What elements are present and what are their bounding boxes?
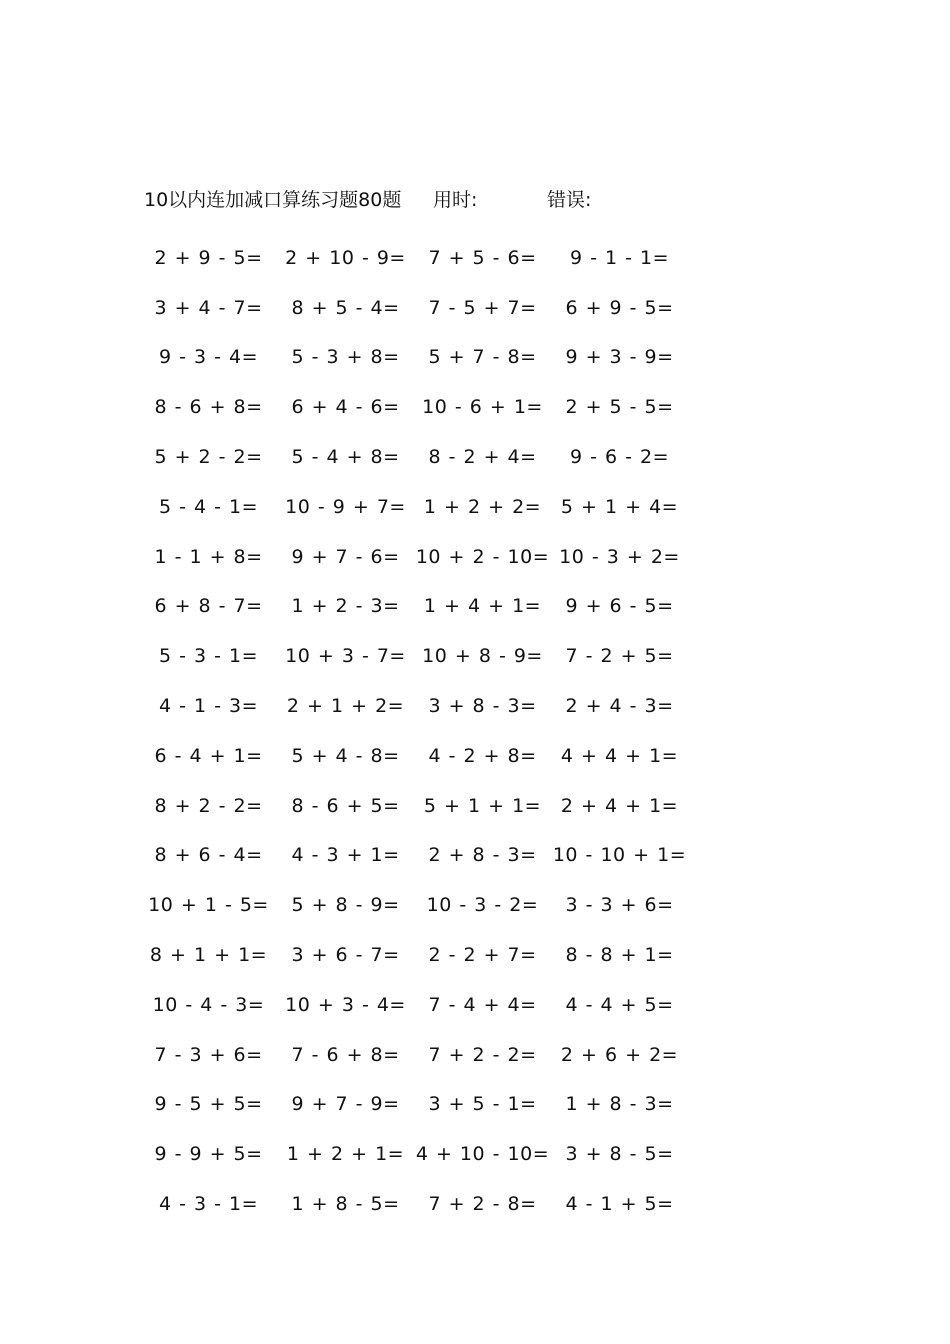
problem-item: 2 + 9 - 5= — [154, 246, 263, 269]
problem-item: 10 + 3 - 4= — [285, 993, 406, 1016]
problem-item: 5 + 1 + 1= — [423, 794, 542, 817]
problem-item: 10 - 10 + 1= — [552, 844, 687, 867]
problem-item: 9 + 6 - 5= — [565, 595, 674, 618]
problem-row — [140, 880, 700, 930]
problem-item: 4 - 4 + 5= — [565, 993, 674, 1016]
problem-item: 4 - 1 + 5= — [565, 1193, 674, 1216]
problem-item: 9 - 1 - 1= — [569, 246, 670, 269]
problem-item: 6 - 4 + 1= — [154, 744, 263, 767]
problem-item: 7 - 4 + 4= — [428, 993, 537, 1016]
problem-row — [140, 1129, 700, 1179]
problem-row — [140, 1080, 700, 1130]
problem-item: 1 + 2 - 3= — [291, 595, 400, 618]
problem-item: 9 + 7 - 9= — [291, 1093, 400, 1116]
problem-item: 8 - 8 + 1= — [565, 944, 674, 967]
problem-row — [140, 582, 700, 632]
problem-item: 3 + 5 - 1= — [428, 1093, 537, 1116]
problem-item: 3 + 8 - 3= — [428, 695, 537, 718]
problem-row — [140, 831, 700, 881]
problem-item: 1 + 2 + 1= — [286, 1143, 405, 1166]
problem-item: 10 + 3 - 7= — [285, 645, 406, 668]
problem-item: 2 + 1 + 2= — [286, 695, 405, 718]
problem-item: 6 + 9 - 5= — [565, 296, 674, 319]
problem-grid — [140, 233, 700, 1229]
problem-item: 9 + 3 - 9= — [565, 346, 674, 369]
problem-item: 8 - 6 + 5= — [291, 794, 400, 817]
problem-row — [140, 980, 700, 1030]
problem-item: 1 - 1 + 8= — [154, 545, 263, 568]
problem-item: 2 + 8 - 3= — [428, 844, 537, 867]
problem-item: 8 + 1 + 1= — [149, 944, 268, 967]
problem-item: 8 + 2 - 2= — [154, 794, 263, 817]
problem-item: 5 - 3 - 1= — [158, 645, 259, 668]
problem-row — [140, 233, 700, 283]
problem-row — [140, 532, 700, 582]
problem-item: 10 - 9 + 7= — [285, 495, 406, 518]
problem-item: 4 - 3 - 1= — [158, 1193, 259, 1216]
problem-item: 1 + 4 + 1= — [423, 595, 542, 618]
problem-item: 2 + 4 + 1= — [560, 794, 679, 817]
problem-row — [140, 631, 700, 681]
worksheet-header — [144, 186, 704, 214]
problem-item: 5 + 7 - 8= — [428, 346, 537, 369]
problem-item: 3 + 4 - 7= — [154, 296, 263, 319]
problem-item: 7 + 2 - 8= — [428, 1193, 537, 1216]
problem-row — [140, 1030, 700, 1080]
problem-row — [140, 283, 700, 333]
problem-row — [140, 731, 700, 781]
problem-item: 4 - 1 - 3= — [158, 695, 259, 718]
problem-item: 5 + 2 - 2= — [154, 446, 263, 469]
problem-item: 7 + 2 - 2= — [428, 1043, 537, 1066]
problem-row — [140, 930, 700, 980]
problem-row — [140, 333, 700, 383]
problem-item: 2 + 5 - 5= — [565, 396, 674, 419]
problem-item: 5 + 4 - 8= — [291, 744, 400, 767]
problem-item: 9 + 7 - 6= — [291, 545, 400, 568]
time-used-label: 用时: — [433, 189, 478, 211]
problem-item: 9 - 6 - 2= — [569, 446, 670, 469]
problem-item: 8 - 2 + 4= — [428, 446, 537, 469]
problem-item: 6 + 8 - 7= — [154, 595, 263, 618]
problem-item: 10 - 4 - 3= — [152, 993, 265, 1016]
problem-item: 2 + 4 - 3= — [565, 695, 674, 718]
problem-item: 10 + 2 - 10= — [415, 545, 550, 568]
errors-label: 错误: — [547, 189, 592, 211]
problem-item: 4 + 10 - 10= — [415, 1143, 550, 1166]
problem-item: 2 + 10 - 9= — [285, 246, 406, 269]
problem-item: 10 - 3 + 2= — [559, 545, 680, 568]
problem-item: 7 - 5 + 7= — [428, 296, 537, 319]
problem-item: 5 + 1 + 4= — [560, 495, 679, 518]
problem-item: 1 + 8 - 5= — [291, 1193, 400, 1216]
problem-item: 3 - 3 + 6= — [565, 894, 674, 917]
problem-item: 9 - 9 + 5= — [154, 1143, 263, 1166]
problem-item: 8 + 6 - 4= — [154, 844, 263, 867]
problem-item: 10 - 3 - 2= — [426, 894, 539, 917]
problem-item: 10 - 6 + 1= — [422, 396, 543, 419]
problem-item: 2 - 2 + 7= — [428, 944, 537, 967]
problem-item: 10 + 8 - 9= — [422, 645, 543, 668]
problem-item: 2 + 6 + 2= — [560, 1043, 679, 1066]
problem-item: 8 - 6 + 8= — [154, 396, 263, 419]
problem-item: 9 - 5 + 5= — [154, 1093, 263, 1116]
problem-item: 5 - 4 - 1= — [158, 495, 259, 518]
problem-row — [140, 482, 700, 532]
problem-item: 4 + 4 + 1= — [560, 744, 679, 767]
problem-item: 6 + 4 - 6= — [291, 396, 400, 419]
problem-item: 7 - 6 + 8= — [291, 1043, 400, 1066]
problem-item: 4 - 3 + 1= — [291, 844, 400, 867]
problem-row — [140, 382, 700, 432]
problem-item: 3 + 8 - 5= — [565, 1143, 674, 1166]
problem-item: 1 + 2 + 2= — [423, 495, 542, 518]
problem-item: 5 - 3 + 8= — [291, 346, 400, 369]
problem-item: 9 - 3 - 4= — [158, 346, 259, 369]
problem-item: 7 + 5 - 6= — [428, 246, 537, 269]
problem-item: 5 + 8 - 9= — [291, 894, 400, 917]
problem-item: 5 - 4 + 8= — [291, 446, 400, 469]
problem-item: 3 + 6 - 7= — [291, 944, 400, 967]
problem-row — [140, 781, 700, 831]
problem-item: 8 + 5 - 4= — [291, 296, 400, 319]
problem-item: 7 - 3 + 6= — [154, 1043, 263, 1066]
problem-item: 10 + 1 - 5= — [148, 894, 269, 917]
problem-item: 7 - 2 + 5= — [565, 645, 674, 668]
problem-item: 1 + 8 - 3= — [565, 1093, 674, 1116]
problem-row — [140, 681, 700, 731]
worksheet-title: 10以内连加减口算练习题80题 — [144, 189, 402, 211]
problem-item: 4 - 2 + 8= — [428, 744, 537, 767]
problem-row — [140, 432, 700, 482]
problem-row — [140, 1179, 700, 1229]
